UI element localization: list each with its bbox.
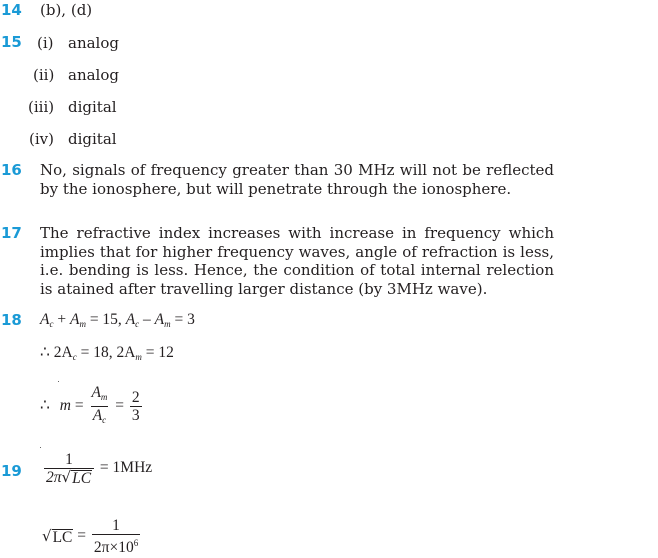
fraction-am-over-ac: [89, 384, 109, 429]
numerator: 2: [131, 389, 140, 406]
equals-sign: =: [77, 527, 86, 545]
symbol-a: A: [91, 384, 101, 401]
lhs-term: 2A: [53, 344, 73, 361]
answer-15-item-value: analog: [68, 66, 119, 84]
rhs-value: = 18,: [80, 344, 113, 361]
equals-sign: =: [74, 397, 84, 415]
question-number-19: 19: [1, 462, 22, 480]
symbol-a: A: [40, 311, 50, 328]
rhs-value: = 12: [145, 344, 174, 361]
question-number-16: 16: [1, 161, 22, 179]
subscript-m: m: [100, 392, 108, 402]
answer-14: (b), (d): [40, 1, 93, 19]
answer-15-item-label: (ii): [33, 66, 55, 84]
answer-16: No, signals of frequency greater than 30 MHz will not be reflected by the ionosphere, but will penetrate through the ionosphere.: [40, 161, 554, 198]
radicand-lc: LC: [72, 470, 92, 487]
symbol-a: A: [125, 311, 136, 328]
therefore-symbol: ∴: [40, 344, 50, 361]
fraction-one-over-2pi-e6: [92, 517, 140, 556]
sqrt-symbol: √ LC: [61, 468, 92, 487]
subscript-c: c: [135, 319, 140, 329]
answer-17: The refractive index increases with increase in frequency which implies that for higher frequency waves, angle of refraction is less, i.e. bending is less. Hence, the condition of total internal relection is atained after travelling larger distance (by 3MHz wave).: [40, 224, 554, 298]
subscript-c: c: [102, 415, 107, 425]
fraction-two-thirds: [130, 389, 142, 424]
denominator-base: 2π×10: [93, 539, 134, 556]
question-number-14: 14: [1, 1, 22, 19]
equation-19-1: [42, 451, 152, 486]
symbol-a: A: [92, 407, 103, 424]
question-number-18: 18: [1, 311, 22, 329]
question-number-15: 15: [1, 33, 22, 51]
two-pi: 2π: [46, 469, 62, 486]
therefore-symbol: ∴: [40, 397, 50, 415]
sqrt-symbol: √ LC: [42, 527, 73, 546]
answer-15-item-label: (iv): [29, 130, 54, 148]
diff-value: = 3: [174, 311, 195, 328]
sum-value: = 15,: [89, 311, 122, 328]
symbol-a: A: [69, 311, 80, 328]
denominator: 3: [131, 407, 140, 424]
rhs-value: = 1MHz: [99, 459, 153, 477]
answer-15-item-label: (i): [37, 34, 54, 52]
lhs-term: 2A: [116, 344, 136, 361]
fraction-one-over-2pi-sqrt-lc: [44, 451, 94, 486]
symbol-a: A: [154, 311, 165, 328]
answer-15-item-value: digital: [68, 130, 117, 148]
equation-18-2: [40, 343, 174, 362]
subscript-m: m: [135, 352, 142, 362]
answer-15-item-value: digital: [68, 98, 117, 116]
numerator: 1: [112, 517, 120, 534]
answer-15-item-label: (iii): [28, 98, 55, 116]
question-number-17: 17: [1, 224, 22, 242]
equals-sign: =: [115, 397, 125, 415]
equation-18-1: $A_c + A_m = 15$, $A_c - A_m = 3$: [40, 311, 195, 329]
numerator: 1: [65, 451, 73, 468]
equation-19-2: [42, 517, 142, 556]
radicand-lc: LC: [52, 529, 73, 546]
exponent: 6: [133, 538, 139, 548]
subscript-m: m: [164, 319, 171, 329]
subscript-m: m: [79, 319, 86, 329]
modulation-index-m: m: [59, 397, 71, 415]
subscript-c: c: [72, 352, 77, 362]
subscript-c: c: [49, 319, 54, 329]
answer-15-item-value: analog: [68, 34, 119, 52]
equation-18-3: [40, 384, 144, 429]
